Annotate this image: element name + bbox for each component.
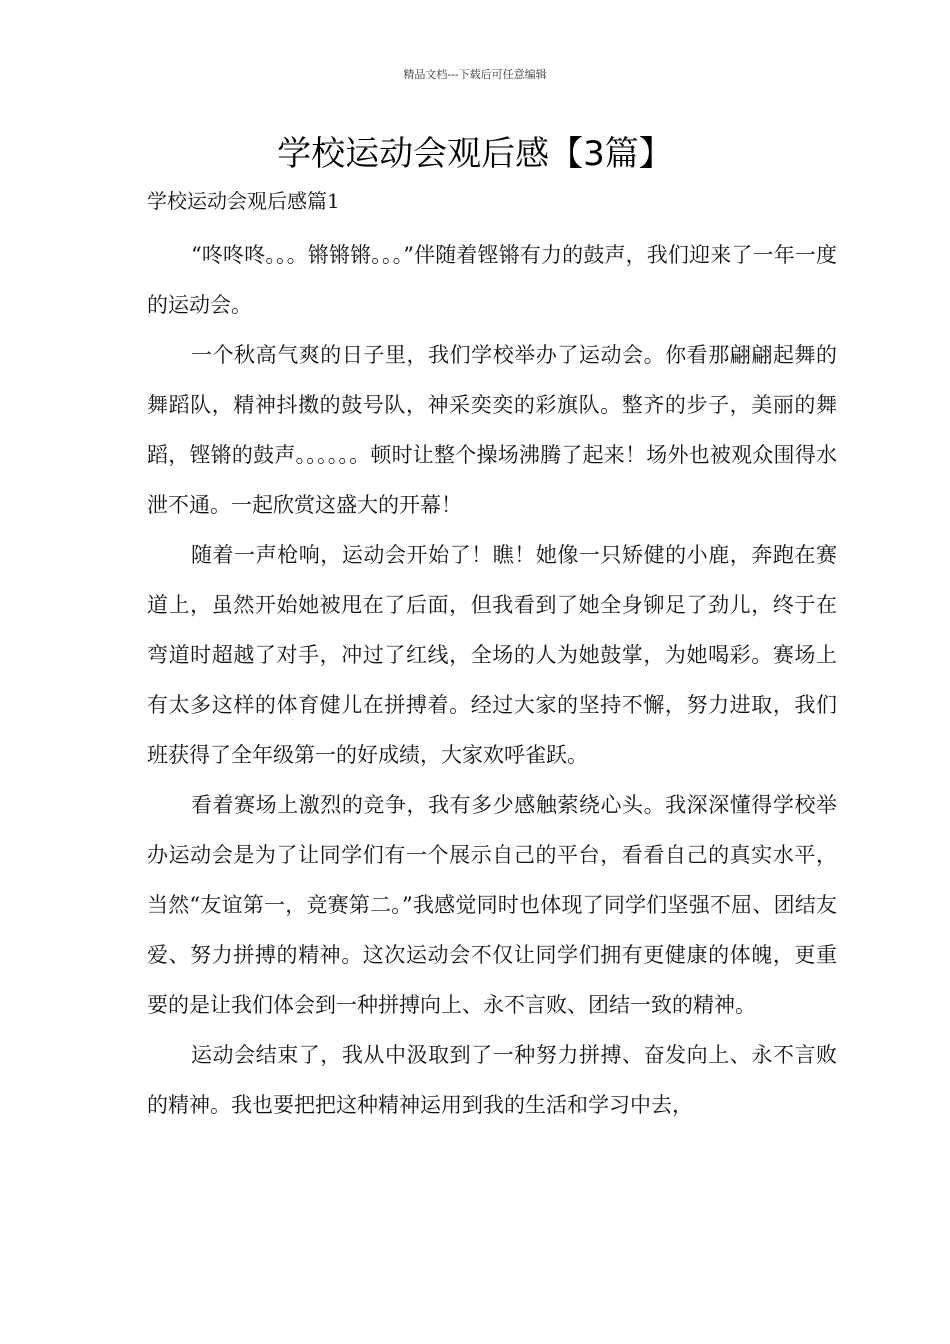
paragraph-5: 运动会结束了，我从中汲取到了一种努力拼搏、奋发向上、永不言败的精神。我也要把把这种精神运用到我的生活和学习中去，	[147, 1043, 837, 1117]
paragraph-3: 随着一声枪响，运动会开始了！瞧！她像一只矫健的小鹿，奔跑在赛道上，虽然开始她被甩在了后面，但我看到了她全身铆足了劲儿，终于在弯道时超越了对手，冲过了红线，全场的人为她鼓掌，为她喝彩。赛场上有太多这样的体育健儿在拼搏着。经过大家的坚持不懈，努力进取，我们班获得了全年级第一的好成绩，大家欢呼雀跃。	[147, 543, 837, 767]
paragraph-2: 一个秋高气爽的日子里，我们学校举办了运动会。你看那翩翩起舞的舞蹈队，精神抖擞的鼓号队，神采奕奕的彩旗队。整齐的步子，美丽的舞蹈，铿锵的鼓声。。。。。。顿时让整个操场沸腾了起来！场外也被观众围得水泄不通。一起欣赏这盛大的开幕！	[147, 343, 837, 517]
paragraph-1: “咚咚咚。。。锵锵锵。。。”伴随着铿锵有力的鼓声，我们迎来了一年一度的运动会。	[147, 243, 837, 317]
section-subtitle: 学校运动会观后感篇1	[147, 189, 340, 213]
page-header-note: 精品文档---下载后可任意编辑	[403, 68, 547, 81]
paragraph-4: 看着赛场上激烈的竞争，我有多少感触萦绕心头。我深深懂得学校举办运动会是为了让同学们有一个展示自己的平台，看看自己的真实水平，当然“友谊第一，竞赛第二。”我感觉同时也体现了同学们坚强不屈、团结友爱、努力拼搏的精神。这次运动会不仅让同学们拥有更健康的体魄，更重要的是让我们体会到一种拼搏向上、永不言败、团结一致的精神。	[147, 793, 837, 1017]
document-title: 学校运动会观后感【3篇】	[277, 134, 673, 174]
document-body	[147, 230, 837, 1130]
